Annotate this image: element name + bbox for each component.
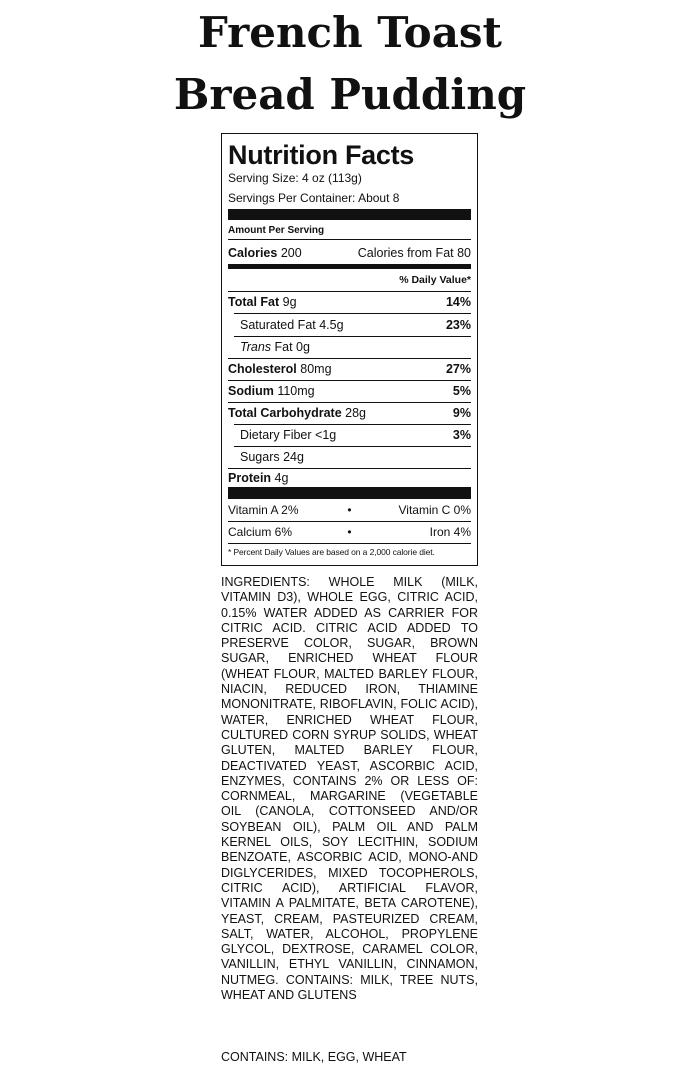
nutrient-amount: 4g bbox=[274, 471, 289, 485]
vitamin-row bbox=[228, 499, 471, 521]
nutrient-amount: <1g bbox=[315, 428, 337, 442]
nutrient-label: Cholesterol bbox=[228, 362, 297, 376]
calories-value: 200 bbox=[280, 246, 302, 260]
nutrient-row-sugars bbox=[228, 446, 471, 468]
calories-from-fat: Calories from Fat 80 bbox=[357, 246, 471, 260]
nutrient-row-dietary-fiber bbox=[228, 424, 471, 446]
servings-per-container: Servings Per Container: About 8 bbox=[228, 191, 400, 205]
divider bbox=[228, 543, 471, 544]
vitamin-c: Vitamin C 0% bbox=[398, 503, 471, 517]
amount-per-serving: Amount Per Serving bbox=[228, 225, 325, 236]
calories-label: Calories bbox=[228, 246, 278, 260]
nutrient-row-trans-fat bbox=[228, 336, 471, 358]
nutrient-row-total-fat bbox=[228, 291, 471, 313]
ingredients-list: INGREDIENTS: WHOLE MILK (MILK, VITAMIN D3), WHOLE EGG, CITRIC ACID, 0.15% WATER ADDED AS CARRIER FOR CITRIC ACID. CITRIC ACID ADDED TO PRESERVE COLOR, SUGAR, BROWN SUGAR, ENRICHED WHEAT FLOUR (WHEAT FLOUR, MALTED BARLEY FLOUR, NIACIN, REDUCED IRON, THIAMINE MONONITRATE, RIBOFLAVIN, FOLIC ACID), WATER, ENRICHED WHEAT FLOUR, CULTURED CORN SYRUP SOLIDS, WHEAT GLUTEN, MALTED BARLEY FLOUR, DEACTIVATED YEAST, ASCORBIC ACID, ENZYMES, CONTAINS 2% OR LESS OF: CORNMEAL, MARGARINE (VEGETABLE OIL (CANOLA, COTTONSEED AND/OR SOYBEAN OIL), PALM OIL AND PALM KERNEL OILS, SOY LECITHIN, SODIUM BENZOATE, ASCORBIC ACID, MONO-AND DIGLYCERIDES, MIXED TOCOPHEROLS, CITRIC ACID), ARTIFICIAL FLAVOR, VITAMIN A PALMITATE, BETA CAROTENE), YEAST, CREAM, PASTEURIZED CREAM, SALT, WATER, ALCOHOL, PROPYLENE GLYCOL, DEXTROSE, CARAMEL COLOR, VANILLIN, ETHYL VANILLIN, CINNAMON, NUTMEG. CONTAINS: MILK, TREE NUTS, WHEAT AND GLUTENS bbox=[221, 575, 478, 1003]
nutrient-percent: 14% bbox=[445, 295, 471, 309]
nutrition-facts-heading: Nutrition Facts bbox=[228, 140, 415, 170]
thick-divider bbox=[228, 209, 471, 220]
bullet-separator: • bbox=[347, 525, 352, 539]
nutrient-amount: 80mg bbox=[300, 362, 332, 376]
nutrient-amount: Fat 0g bbox=[274, 340, 310, 354]
serving-size: Serving Size: 4 oz (113g) bbox=[228, 171, 362, 185]
daily-value-header bbox=[228, 269, 471, 291]
nutrient-label: Trans bbox=[240, 340, 272, 354]
nutrient-amount: 110mg bbox=[277, 384, 315, 398]
bullet-separator: • bbox=[347, 503, 352, 517]
nutrient-label: Protein bbox=[228, 471, 272, 485]
nutrition-facts-panel bbox=[221, 133, 478, 566]
allergen-statement: CONTAINS: MILK, EGG, WHEAT bbox=[221, 1050, 407, 1064]
nutrient-label: Dietary Fiber bbox=[240, 428, 312, 442]
nutrient-label: Sugars bbox=[240, 450, 280, 464]
nutrient-label: Saturated Fat bbox=[240, 318, 316, 332]
nutrient-percent: 3% bbox=[452, 428, 471, 442]
nutrient-percent: 23% bbox=[445, 318, 471, 332]
nutrient-amount: 24g bbox=[283, 450, 304, 464]
nutrient-row-sodium bbox=[228, 380, 471, 402]
product-title-line-1: French Toast bbox=[198, 8, 502, 57]
nutrient-row-total-carbohydrate bbox=[228, 402, 471, 424]
divider bbox=[228, 239, 471, 240]
nutrient-label: Total Fat bbox=[228, 295, 280, 309]
thick-divider bbox=[228, 487, 471, 499]
calcium: Calcium 6% bbox=[228, 525, 293, 539]
nutrient-amount: 9g bbox=[282, 295, 297, 309]
daily-value-label: % Daily Value* bbox=[399, 274, 471, 286]
vitamin-a: Vitamin A 2% bbox=[228, 503, 299, 517]
nutrient-label: Sodium bbox=[228, 384, 274, 398]
nutrient-percent: 9% bbox=[452, 406, 471, 420]
product-title-line-2: Bread Pudding bbox=[173, 70, 527, 119]
nutrient-row-cholesterol bbox=[228, 358, 471, 380]
nutrient-percent: 27% bbox=[445, 362, 471, 376]
nutrient-label: Total Carbohydrate bbox=[228, 406, 342, 420]
nutrient-amount: 28g bbox=[345, 406, 367, 420]
nutrient-percent: 5% bbox=[452, 384, 471, 398]
nutrient-row-saturated-fat bbox=[228, 314, 471, 336]
iron: Iron 4% bbox=[429, 525, 471, 539]
nutrient-amount: 4.5g bbox=[319, 318, 344, 332]
calories-row bbox=[228, 242, 471, 264]
nutrient-row-protein bbox=[228, 467, 471, 489]
daily-value-footnote: * Percent Daily Values are based on a 2,000 calorie diet. bbox=[228, 547, 435, 557]
vitamin-row bbox=[228, 521, 471, 543]
